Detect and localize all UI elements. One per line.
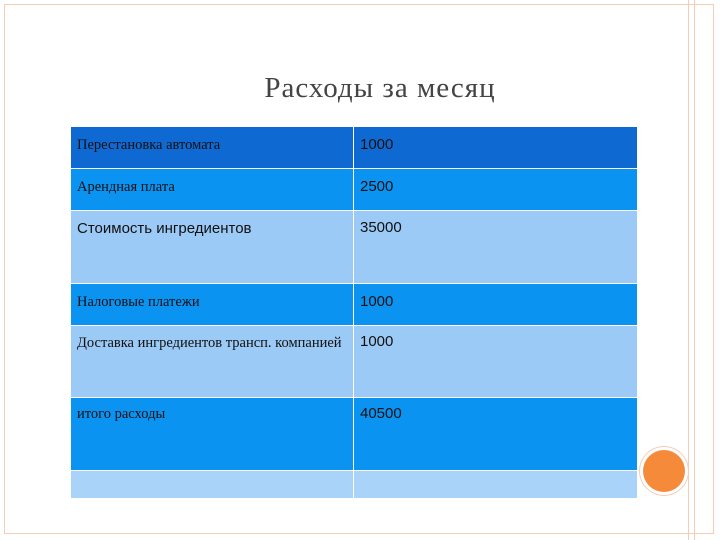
- row-value: 1000: [354, 127, 638, 169]
- accent-circle: [643, 450, 685, 492]
- slide-title: Расходы за месяц: [264, 72, 496, 104]
- frame-line-outer: [694, 0, 695, 540]
- table-row: [71, 471, 638, 499]
- table-row: [71, 211, 638, 284]
- row-value: 2500: [354, 169, 638, 211]
- table-row: [71, 398, 638, 471]
- row-label: итого расходы: [71, 398, 354, 471]
- frame-line-inner: [688, 0, 689, 540]
- row-value: [354, 471, 638, 499]
- row-label: Налоговые платежи: [71, 284, 354, 326]
- row-value: 35000: [354, 211, 638, 284]
- row-label: Перестановка автомата: [71, 127, 354, 169]
- row-label: Доставка ингредиентов трансп. компанией: [71, 326, 354, 398]
- table-row: [71, 326, 638, 398]
- row-label: [71, 471, 354, 499]
- row-label: Арендная плата: [71, 169, 354, 211]
- table-row: [71, 127, 638, 169]
- row-value: 1000: [354, 284, 638, 326]
- table-row: [71, 169, 638, 211]
- row-value: 40500: [354, 398, 638, 471]
- table-row: [71, 284, 638, 326]
- expenses-table: [70, 126, 638, 499]
- row-label: Стоимость ингредиентов: [71, 211, 354, 284]
- row-value: 1000: [354, 326, 638, 398]
